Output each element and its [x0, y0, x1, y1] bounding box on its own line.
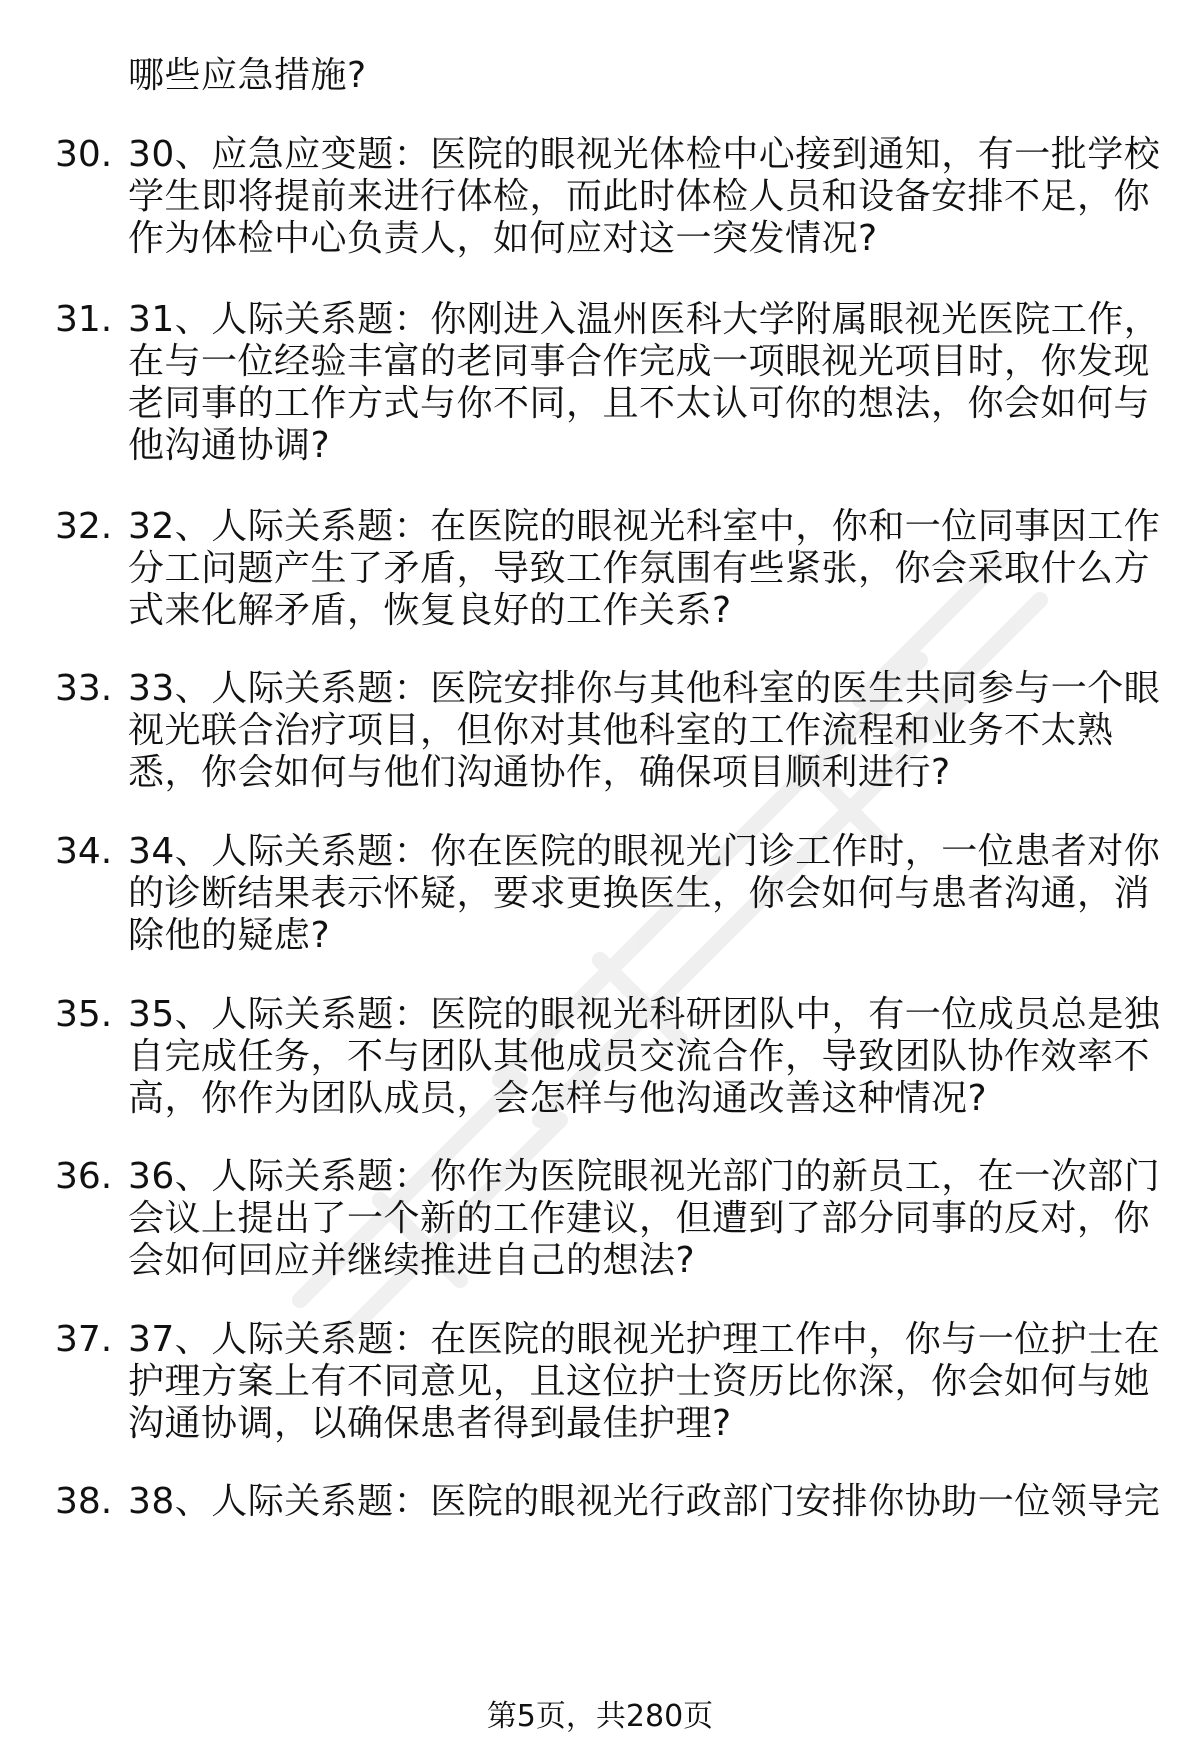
question-text-line: 自完成任务，不与团队其他成员交流合作，导致团队协作效率不: [128, 1036, 1151, 1077]
question-text-line: 分工问题产生了矛盾，导致工作氛围有些紧张，你会采取什么方: [128, 548, 1151, 589]
question-text-line: 31、人际关系题：你刚进入温州医科大学附属眼视光医院工作，: [128, 299, 1161, 340]
question-text-line: 38、人际关系题：医院的眼视光行政部门安排你协助一位领导完: [128, 1481, 1161, 1522]
question-text-line: 的诊断结果表示怀疑，要求更换医生，你会如何与患者沟通，消: [128, 873, 1151, 914]
question-text-line: 视光联合治疗项目，但你对其他科室的工作流程和业务不太熟: [128, 710, 1114, 751]
question-number: 35.: [55, 994, 113, 1035]
question-text-line: 36、人际关系题：你作为医院眼视光部门的新员工，在一次部门: [128, 1156, 1161, 1197]
question-text-line: 30、应急应变题：医院的眼视光体检中心接到通知，有一批学校: [128, 134, 1161, 175]
question-number: 38.: [55, 1481, 113, 1522]
question-number: 36.: [55, 1156, 113, 1197]
question-text-line: 高，你作为团队成员，会怎样与他沟通改善这种情况?: [128, 1078, 988, 1119]
question-number: 32.: [55, 506, 113, 547]
question-text-line: 除他的疑虑?: [128, 915, 331, 956]
question-number: 34.: [55, 831, 113, 872]
question-text-line: 他沟通协调?: [128, 425, 331, 466]
question-text-line: 作为体检中心负责人，如何应对这一突发情况?: [128, 218, 878, 259]
question-text-line: 32、人际关系题：在医院的眼视光科室中，你和一位同事因工作: [128, 506, 1161, 547]
question-text-line: 在与一位经验丰富的老同事合作完成一项眼视光项目时，你发现: [128, 341, 1151, 382]
question-number: 30.: [55, 134, 113, 175]
question-text-line: 悉，你会如何与他们沟通协作，确保项目顺利进行?: [128, 752, 951, 793]
question-text-line: 会如何回应并继续推进自己的想法?: [128, 1240, 696, 1281]
question-text-line: 33、人际关系题：医院安排你与其他科室的医生共同参与一个眼: [128, 668, 1161, 709]
question-number: 33.: [55, 668, 113, 709]
question-text-line: 34、人际关系题：你在医院的眼视光门诊工作时，一位患者对你: [128, 831, 1161, 872]
question-text-line: 37、人际关系题：在医院的眼视光护理工作中，你与一位护士在: [128, 1319, 1161, 1360]
question-text-line: 35、人际关系题：医院的眼视光科研团队中，有一位成员总是独: [128, 994, 1161, 1035]
question-number: 37.: [55, 1319, 113, 1360]
question-text-line: 护理方案上有不同意见，且这位护士资历比你深，你会如何与她: [128, 1361, 1151, 1402]
question-text-line: 会议上提出了一个新的工作建议，但遭到了部分同事的反对，你: [128, 1198, 1151, 1239]
question-text-line: 学生即将提前来进行体检，而此时体检人员和设备安排不足，你: [128, 176, 1151, 217]
question-number: 31.: [55, 299, 113, 340]
continuation-line: 哪些应急措施?: [128, 55, 367, 96]
page-number-footer: 第5页，共280页: [486, 1699, 714, 1734]
question-text-line: 式来化解矛盾，恢复良好的工作关系?: [128, 590, 732, 631]
question-text-line: 老同事的工作方式与你不同，且不太认可你的想法，你会如何与: [128, 383, 1151, 424]
question-text-line: 沟通协调，以确保患者得到最佳护理?: [128, 1403, 732, 1444]
